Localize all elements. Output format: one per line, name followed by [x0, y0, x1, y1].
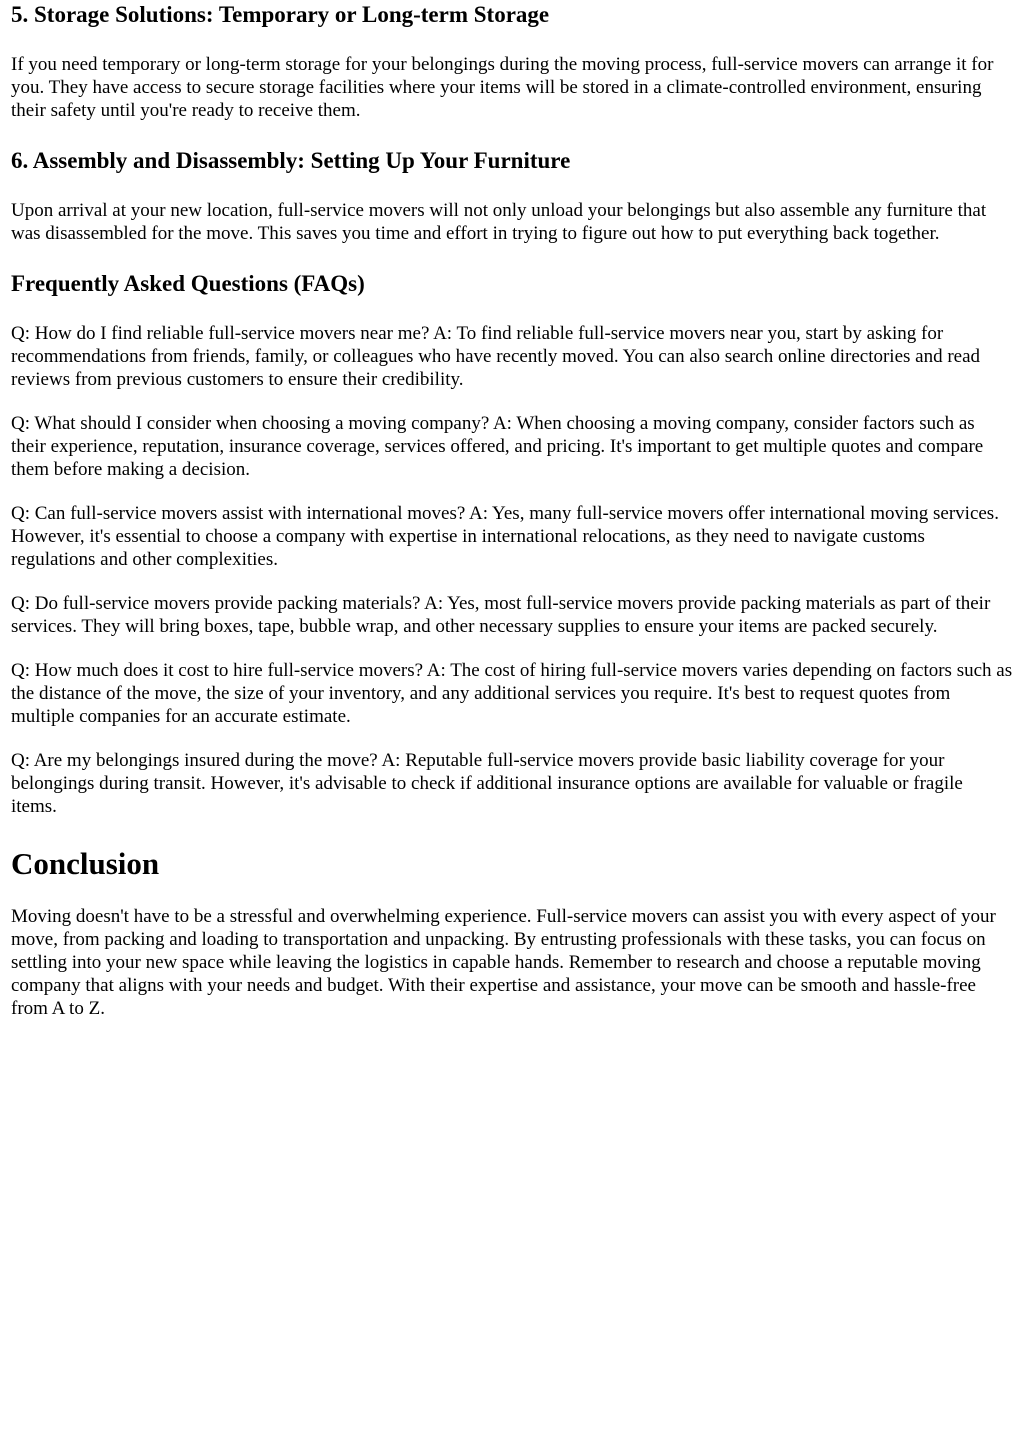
conclusion-paragraph: Moving doesn't have to be a stressful and overwhelming experience. Full-service movers can assist you with every aspect of your move, from packing and loading to transportation and unpacking. By entrusting professionals with these tasks, you can focus on settling into your new space while leaving the logistics in capable hands. Remember to research and choose a reputable moving company that aligns with your needs and budget. With their expertise and assistance, your move can be smooth and hassle-free from A to Z. — [11, 906, 996, 1019]
faq-item: Q: What should I consider when choosing a moving company? A: When choosing a moving company, consider factors such as their experience, reputation, insurance coverage, services offered, and pricing. It's important to get multiple quotes and compare them before making a decision. — [11, 413, 984, 480]
storage-solutions-heading: 5. Storage Solutions: Temporary or Long-term Storage — [11, 2, 550, 27]
conclusion-heading: Conclusion — [11, 846, 160, 881]
assembly-paragraph: Upon arrival at your new location, full-service movers will not only unload your belongings but also assemble any furniture that was disassembled for the move. This saves you time and effort in trying to figure out how to put everything back together. — [11, 200, 987, 244]
faq-item: Q: How do I find reliable full-service movers near me? A: To find reliable full-service movers near you, start by asking for recommendations from friends, family, or colleagues who have recently moved. You can also search online directories and read reviews from previous customers to ensure their credibility. — [11, 323, 981, 390]
faq-heading: Frequently Asked Questions (FAQs) — [11, 271, 365, 296]
article-page — [0, 1, 1024, 1020]
faq-list — [11, 322, 1013, 818]
faq-item: Q: How much does it cost to hire full-service movers? A: The cost of hiring full-service movers varies depending on factors such as the distance of the move, the size of your inventory, and any additional services you require. It's best to request quotes from multiple companies for an accurate estimate. — [11, 660, 1013, 727]
storage-solutions-paragraph: If you need temporary or long-term storage for your belongings during the moving process, full-service movers can arrange it for you. They have access to secure storage facilities where your items will be stored in a climate-controlled environment, ensuring their safety until you're ready to receive them. — [11, 54, 994, 121]
faq-item: Q: Can full-service movers assist with international moves? A: Yes, many full-service movers offer international moving services. However, it's essential to choose a company with expertise in international relocations, as they need to navigate customs regulations and other complexities. — [11, 503, 999, 570]
faq-item: Q: Do full-service movers provide packing materials? A: Yes, most full-service movers provide packing materials as part of their services. They will bring boxes, tape, bubble wrap, and other necessary supplies to ensure your items are packed securely. — [11, 593, 991, 637]
assembly-heading: 6. Assembly and Disassembly: Setting Up Your Furniture — [11, 148, 571, 173]
faq-item: Q: Are my belongings insured during the move? A: Reputable full-service movers provide basic liability coverage for your belongings during transit. However, it's advisable to check if additional insurance options are available for valuable or fragile items. — [11, 750, 963, 817]
